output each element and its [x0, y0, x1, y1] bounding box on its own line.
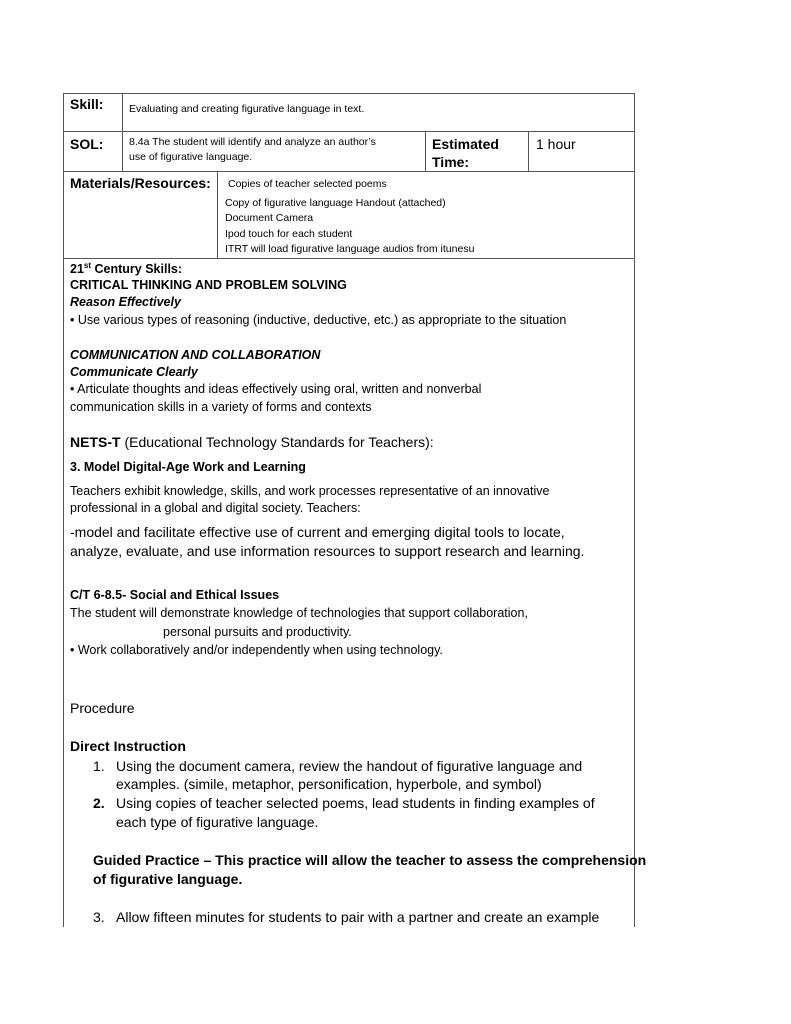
materials-item: Ipod touch for each student [225, 228, 353, 240]
list-item-number: 2. [93, 795, 105, 811]
nets-model-line-1: -model and facilitate effective use of current and emerging digital tools to locate, [70, 524, 565, 540]
materials-item: Copy of figurative language Handout (attached) [225, 197, 446, 209]
time-label: Time: [432, 154, 470, 170]
skill-label: Skill: [70, 96, 104, 112]
nets-description-line-2: professional in a global and digital society. Teachers: [70, 501, 361, 515]
guided-practice-line-1: Guided Practice – This practice will allow the teacher to assess the comprehension [93, 852, 647, 868]
nets-model-line-2: analyze, evaluate, and use information resources to support research and learning. [70, 543, 585, 559]
col-divider [528, 131, 529, 171]
direct-instruction-heading: Direct Instruction [70, 738, 186, 754]
col-divider [217, 171, 218, 258]
nets-subheading: 3. Model Digital-Age Work and Learning [70, 460, 306, 474]
guided-practice-line-2: of figurative language. [93, 871, 243, 887]
sol-line-2: use of figurative language. [129, 151, 253, 163]
list-item: examples. (simile, metaphor, personification, hyperbole, and symbol) [116, 776, 542, 792]
list-item-number: 3. [93, 909, 105, 925]
nets-description-line-1: Teachers exhibit knowledge, skills, and work processes representative of an innovative [70, 484, 550, 498]
list-item: each type of figurative language. [116, 814, 319, 830]
materials-item: Document Camera [225, 212, 314, 224]
sol-label: SOL: [70, 136, 104, 152]
estimated-label: Estimated [432, 136, 499, 152]
communication-heading: COMMUNICATION AND COLLABORATION [70, 348, 321, 362]
row-divider [63, 171, 635, 172]
materials-label: Materials/Resources: [70, 175, 211, 191]
materials-item: ITRT will load figurative language audios from itunesu [225, 243, 475, 255]
communication-bullet-line-1: • Articulate thoughts and ideas effectively using oral, written and nonverbal [70, 382, 482, 396]
skills21-heading: 21st Century Skills: [70, 261, 183, 277]
procedure-title: Procedure [70, 700, 135, 716]
list-item: Allow fifteen minutes for students to pair with a partner and create an example [116, 909, 600, 925]
ct-line-1: The student will demonstrate knowledge of technologies that support collaboration, [70, 606, 528, 620]
skill-value: Evaluating and creating figurative language in text. [129, 103, 365, 115]
time-value: 1 hour [536, 136, 576, 152]
col-divider [122, 93, 123, 171]
list-item: Using copies of teacher selected poems, lead students in finding examples of [116, 795, 595, 811]
reason-bullet: • Use various types of reasoning (inductive, deductive, etc.) as appropriate to the situation [70, 313, 567, 327]
materials-item: Copies of teacher selected poems [228, 178, 387, 190]
communication-bullet-line-2: communication skills in a variety of forms and contexts [70, 400, 372, 414]
ct-line-2: personal pursuits and productivity. [163, 625, 352, 639]
nets-title: NETS-T (Educational Technology Standards for Teachers): [70, 434, 434, 450]
list-item-number: 1. [93, 758, 105, 774]
sol-line-1: 8.4a The student will identify and analyze an author’s [129, 136, 376, 148]
col-divider [425, 131, 426, 171]
reason-effectively: Reason Effectively [70, 295, 181, 309]
communicate-clearly: Communicate Clearly [70, 365, 198, 379]
ct-heading: C/T 6-8.5- Social and Ethical Issues [70, 588, 280, 602]
critical-thinking-heading: CRITICAL THINKING AND PROBLEM SOLVING [70, 278, 347, 292]
row-divider [63, 131, 635, 132]
list-item: Using the document camera, review the handout of figurative language and [116, 758, 583, 774]
ct-bullet: • Work collaboratively and/or independently when using technology. [70, 643, 443, 657]
row-divider [63, 258, 635, 259]
